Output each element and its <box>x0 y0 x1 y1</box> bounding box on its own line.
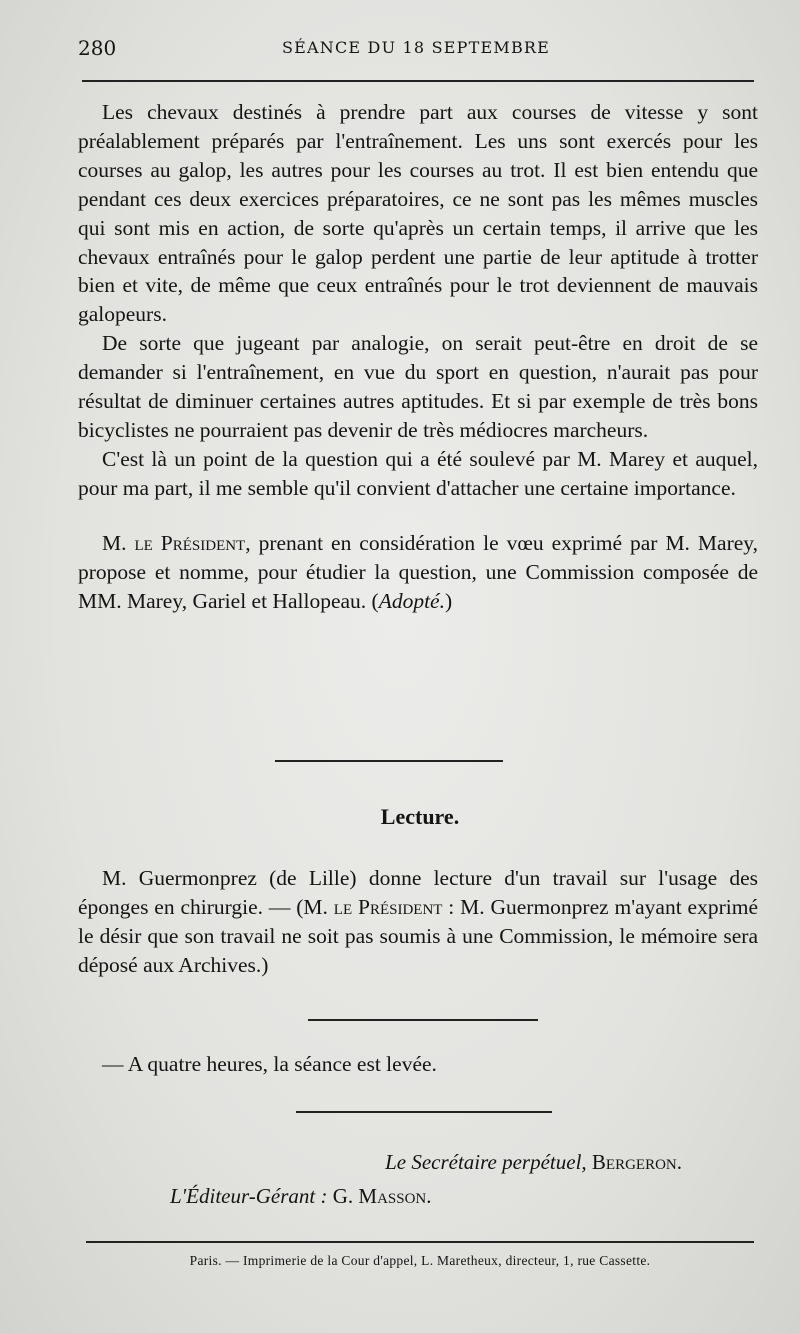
divider-before-signatures <box>296 1111 552 1113</box>
running-head <box>78 36 754 66</box>
section-divider <box>275 760 503 762</box>
section-title: Lecture. <box>380 804 460 829</box>
president-speaker: le Président <box>134 530 246 555</box>
divider-after-lecture <box>308 1019 538 1021</box>
printer-imprint: Paris. — Imprimerie de la Cour d'appel, L. Maretheux, directeur, 1, rue Cassette. <box>189 1253 651 1268</box>
adopted-close: ) <box>444 588 453 613</box>
secretary-name: Bergeron. <box>591 1150 682 1174</box>
lecture-speaker: le Président <box>333 894 443 919</box>
header-rule <box>82 80 754 82</box>
editor-name: Masson. <box>358 1184 432 1208</box>
page-number: 280 <box>78 36 117 60</box>
editor-signature <box>170 1184 432 1209</box>
paragraph-marey-point: C'est là un point de la question qui a été soulevé par M. Marey et auquel, pour ma part, il me semble qu'il convient d'attacher une certaine importance. <box>78 446 758 500</box>
lecture-text <box>78 864 758 980</box>
paragraph-horses: Les chevaux destinés à prendre part aux courses de vitesse y sont préalablement préparés par l'entraînement. Les uns sont exercés pour les courses au galop, les autres pour les courses au trot. Il est bien entendu que pendant ces deux exercices préparatoires, ce ne sont pas les mêmes muscles qui sont mis en action, de sorte qu'après un certain temps, il arrive que les chevaux entraînés pour le galop perdent une partie de leur aptitude à trotter bien et vite, de même que ceux entraînés pour le trot deviennent de mauvais galopeurs. <box>78 100 758 327</box>
footer-rule <box>86 1241 754 1243</box>
closing-line: — A quatre heures, la séance est levée. <box>102 1052 437 1076</box>
secretary-signature <box>385 1150 682 1175</box>
lecture-part2: : M. Guermonprez m'ayant exprimé le désir que son travail ne soit pas soumis à une Commission, le mémoire sera déposé aux Archives.) <box>78 894 758 977</box>
president-prefix: M. <box>102 530 135 555</box>
paragraph-analogy: De sorte que jugeant par analogie, on serait peut-être en droit de se demander si l'entraînement, en vue du sport en question, n'aurait pas pour résultat de diminuer certaines autres aptitudes. Et si par exemple de très bons bicyclistes ne pourraient pas devenir de très médiocres marcheurs. <box>78 331 758 442</box>
editor-name-prefix: G. <box>332 1184 359 1208</box>
secretary-title: Le Secrétaire perpétuel, <box>385 1150 587 1174</box>
lecture-part1: M. Guermonprez (de Lille) donne lecture d'un travail sur l'usage des éponges en chirurgie. — (M. <box>78 866 758 919</box>
running-title: SÉANCE DU 18 SEPTEMBRE <box>281 38 551 57</box>
paragraph-lecture <box>78 864 758 980</box>
adopted-label: Adopté. <box>378 588 445 613</box>
paragraph-president <box>78 529 758 616</box>
president-text: , prenant en considération le vœu exprimé par M. Marey, propose et nomme, pour étudier la question, une Commission composée de MM. Marey, Gariel et Hallopeau. ( <box>78 530 758 613</box>
editor-title: L'Éditeur-Gérant : <box>170 1184 328 1208</box>
main-text <box>78 98 758 615</box>
